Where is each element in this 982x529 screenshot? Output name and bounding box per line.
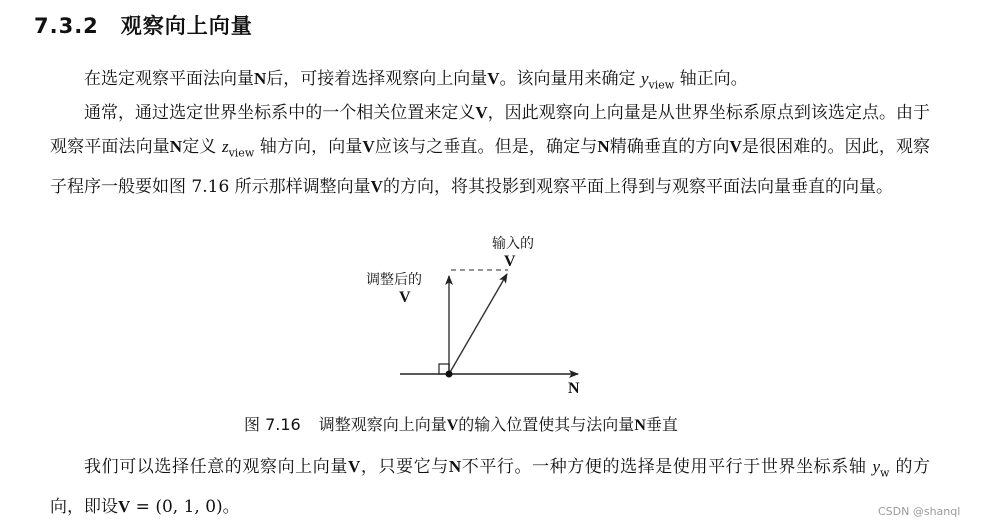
section-number: 7.3.2 [34, 14, 99, 38]
text-span: ，只要它与 [360, 457, 449, 477]
figure-caption [244, 412, 678, 435]
caption-number: 图 7.16 [244, 415, 301, 434]
vector-v-symbol: V [487, 69, 500, 88]
text-span: 轴正向。 [679, 69, 748, 89]
text-span: 垂直 [645, 415, 678, 434]
text-span: 轴方向，向量 [259, 137, 363, 157]
vector-v-symbol: V [446, 417, 459, 434]
vector-n-symbol: N [254, 69, 267, 88]
text-span: 的输入位置使其与法向量 [458, 415, 635, 434]
origin-point [446, 371, 453, 378]
text-span: 我们可以选择任意的观察向上向量 [84, 457, 348, 477]
text-span: ，因此观察向上向量是从世界坐标系原点到该选定点。由于观察平面法向量 [50, 103, 931, 157]
n-axis-label: N [568, 380, 580, 397]
text-span: 不平行。一种方便的选择是使用平行于世界坐标系轴 [461, 457, 867, 477]
vector-v-symbol: V [362, 137, 375, 156]
math-variable: z [221, 137, 229, 156]
paragraph-3 [50, 450, 930, 524]
text-span: = (0, 1, 0)。 [130, 497, 240, 518]
input-label: 输入的 [492, 236, 534, 252]
vector-v-symbol: V [729, 137, 742, 156]
math-subscript: view [228, 146, 255, 160]
input-v-label: V [504, 253, 516, 270]
text-span: 调整观察向上向量 [318, 415, 447, 434]
text-span: 在选定观察平面法向量 [84, 69, 254, 89]
vector-v-symbol: V [370, 177, 383, 197]
text-span: 的方向，即设 [50, 457, 931, 518]
text-span: 是很困难的。因此，观察子程序一般要如图 7.16 所示那样调整向量 [50, 137, 931, 198]
math-subscript: view [648, 78, 675, 92]
text-span: 应该与之垂直。但是，确定与 [374, 137, 598, 157]
vector-v-symbol: V [118, 497, 131, 517]
vector-v-symbol: V [475, 103, 488, 122]
adjusted-label: 调整后的 [366, 272, 422, 288]
math-variable: y [640, 69, 649, 88]
text-span: 精确垂直的方向 [609, 137, 730, 157]
vector-n-symbol: N [634, 417, 646, 434]
text-span: 通常，通过选定世界坐标系中的一个相关位置来定义 [84, 103, 476, 123]
section-title: 观察向上向量 [120, 14, 253, 38]
vector-n-symbol: N [597, 137, 610, 156]
input-v-arrow [449, 274, 507, 374]
text-span: 后，可接着选择观察向上向量 [266, 69, 488, 89]
vector-v-symbol: V [347, 457, 361, 476]
math-variable: y [872, 457, 881, 476]
adjusted-v-label: V [399, 289, 411, 306]
text-span: 的方向，将其投影到观察平面上得到与观察平面法向量垂直的向量。 [382, 177, 893, 198]
text-span: 。该向量用来确定 [499, 69, 636, 89]
text-span: 定义 [182, 137, 217, 157]
watermark: CSDN @shanql [878, 505, 961, 518]
vector-n-symbol: N [169, 137, 183, 156]
vector-n-symbol: N [448, 457, 462, 476]
math-subscript: w [880, 466, 890, 480]
